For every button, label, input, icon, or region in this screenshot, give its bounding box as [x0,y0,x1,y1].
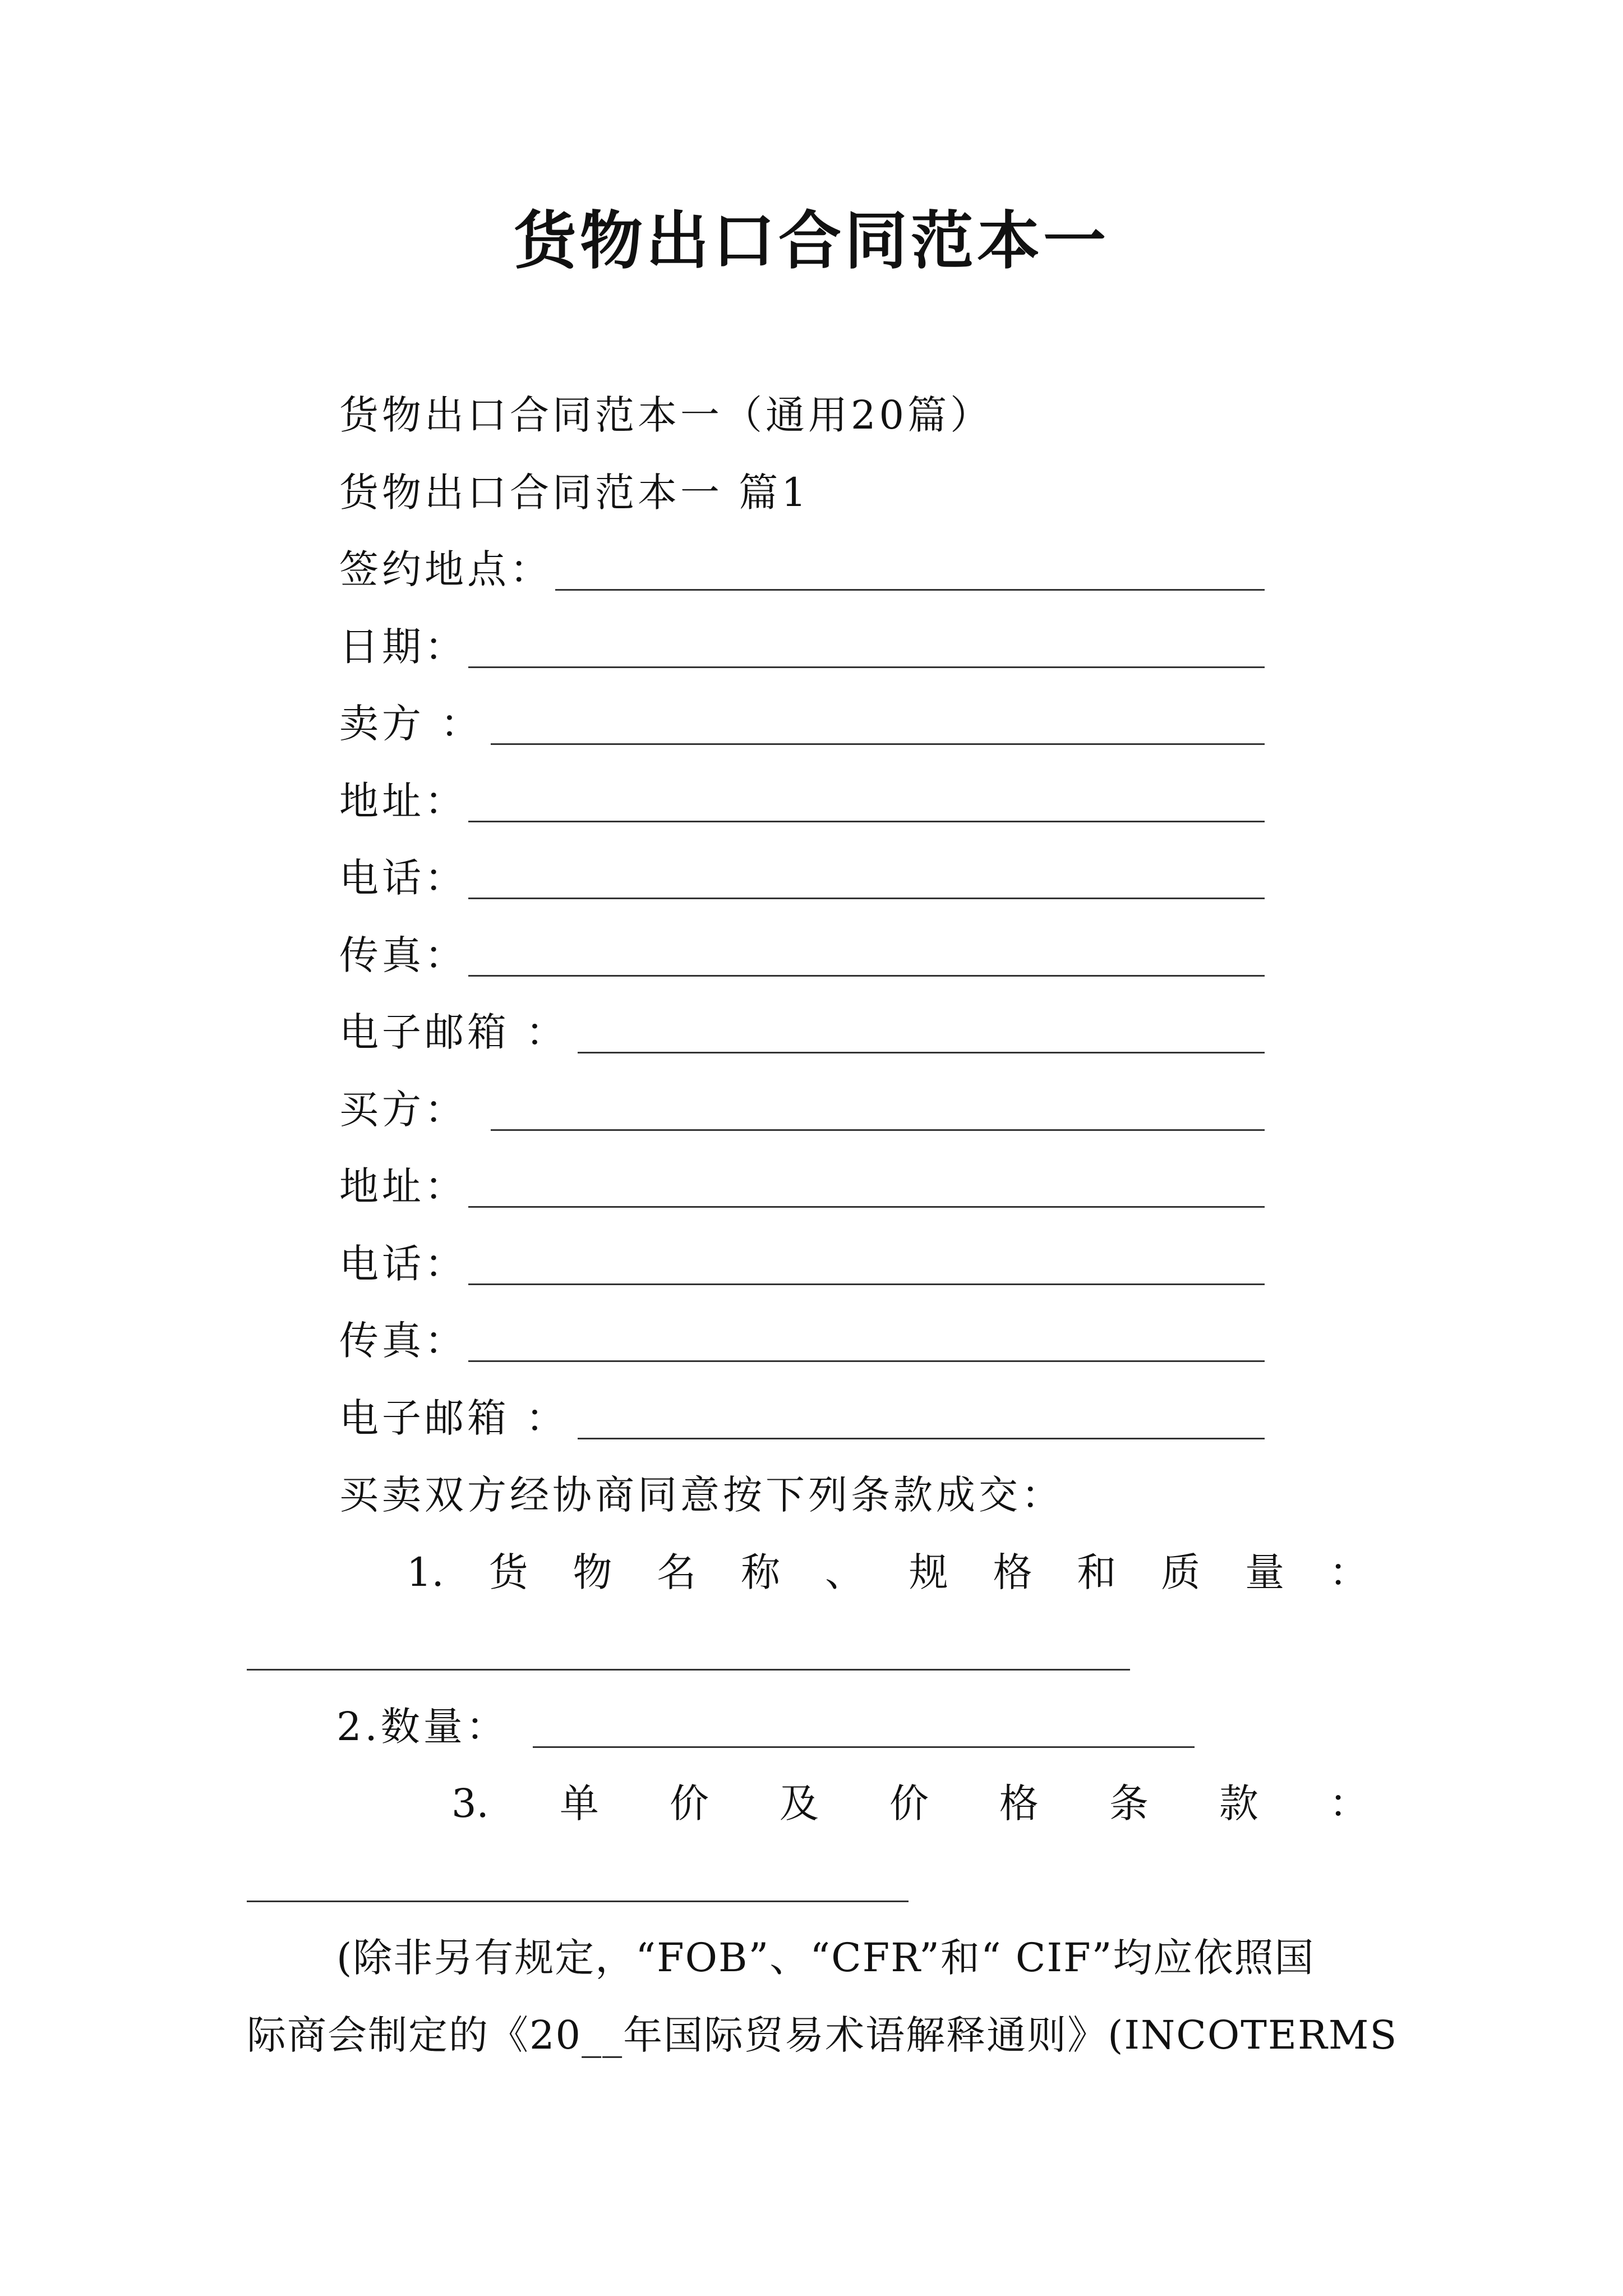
clause-3-char: 款 [1219,1780,1258,1826]
clause-1-char: 量 [1245,1549,1285,1595]
field-blank-buyer-fax[interactable] [468,1360,1265,1362]
field-blank-buyer[interactable] [491,1129,1265,1131]
clause-3-char: 价 [669,1780,709,1826]
clause-1-char: 质 [1161,1549,1201,1595]
field-label-seller-fax: 传真： [339,932,467,978]
field-label-seller-phone: 电话： [339,855,467,901]
document-title: 货物出口合同范本一 [514,205,1109,278]
field-blank-buyer-address[interactable] [468,1206,1265,1208]
clause-3-char: 3. [451,1780,489,1826]
field-label-buyer: 买方： [339,1087,467,1133]
clause-2-blank[interactable] [533,1746,1195,1748]
clause-1-char: 货 [488,1549,528,1595]
clause-1-char: 1. [407,1549,444,1595]
field-blank-seller-email[interactable] [578,1052,1265,1053]
field-label-signing-place: 签约地点： [339,546,552,592]
field-label-buyer-address: 地址： [339,1163,467,1209]
clause-3-char: ： [1329,1780,1368,1826]
field-label-buyer-phone: 电话： [339,1241,467,1287]
field-blank-seller[interactable] [491,743,1265,745]
clause-1-char: ： [1329,1549,1368,1595]
clause-3-char: 条 [1109,1780,1149,1826]
clause-3-heading [451,1778,1368,1829]
field-label-buyer-fax: 传真： [339,1318,467,1364]
clause-1-char: 、 [824,1549,864,1595]
clause-1-char: 物 [573,1549,612,1595]
document-subtitle: 货物出口合同范本一（通用20篇） [339,392,993,438]
clause-1-blank[interactable] [247,1669,1130,1671]
clause-3-blank[interactable] [247,1901,909,1902]
field-blank-buyer-email[interactable] [578,1438,1265,1439]
clause-1-char: 名 [657,1549,697,1595]
paragraph-line-1: (除非另有规定，“FOB”、“CFR”和“ CIF”均应依照国 [336,1935,1315,1981]
field-label-seller: 卖方 ： [339,701,483,747]
field-blank-seller-phone[interactable] [468,898,1265,899]
clause-1-char: 称 [741,1549,781,1595]
clause-1-heading [407,1547,1368,1598]
section-heading: 货物出口合同范本一 篇1 [339,470,810,516]
field-blank-date[interactable] [468,666,1265,668]
field-label-buyer-email: 电子邮箱 ： [339,1395,569,1441]
field-label-seller-address: 地址： [339,778,467,824]
clause-3-char: 及 [779,1780,819,1826]
field-blank-seller-fax[interactable] [468,975,1265,977]
clause-3-char: 价 [889,1780,929,1826]
clause-3-char: 单 [559,1780,599,1826]
clause-1-char: 格 [993,1549,1032,1595]
clause-2-label: 2.数量： [336,1704,509,1750]
agreement-intro: 买卖双方经协商同意按下列条款成交： [339,1472,1064,1518]
field-label-seller-email: 电子邮箱 ： [339,1009,569,1055]
field-blank-signing-place[interactable] [555,589,1265,591]
clause-1-char: 和 [1077,1549,1117,1595]
field-label-date: 日期： [339,624,467,670]
field-blank-seller-address[interactable] [468,821,1265,822]
field-blank-buyer-phone[interactable] [468,1283,1265,1285]
clause-1-char: 规 [909,1549,948,1595]
paragraph-line-2: 际商会制定的《20__年国际贸易术语解释通则》(INCOTERMS [247,2012,1398,2058]
clause-3-char: 格 [999,1780,1039,1826]
